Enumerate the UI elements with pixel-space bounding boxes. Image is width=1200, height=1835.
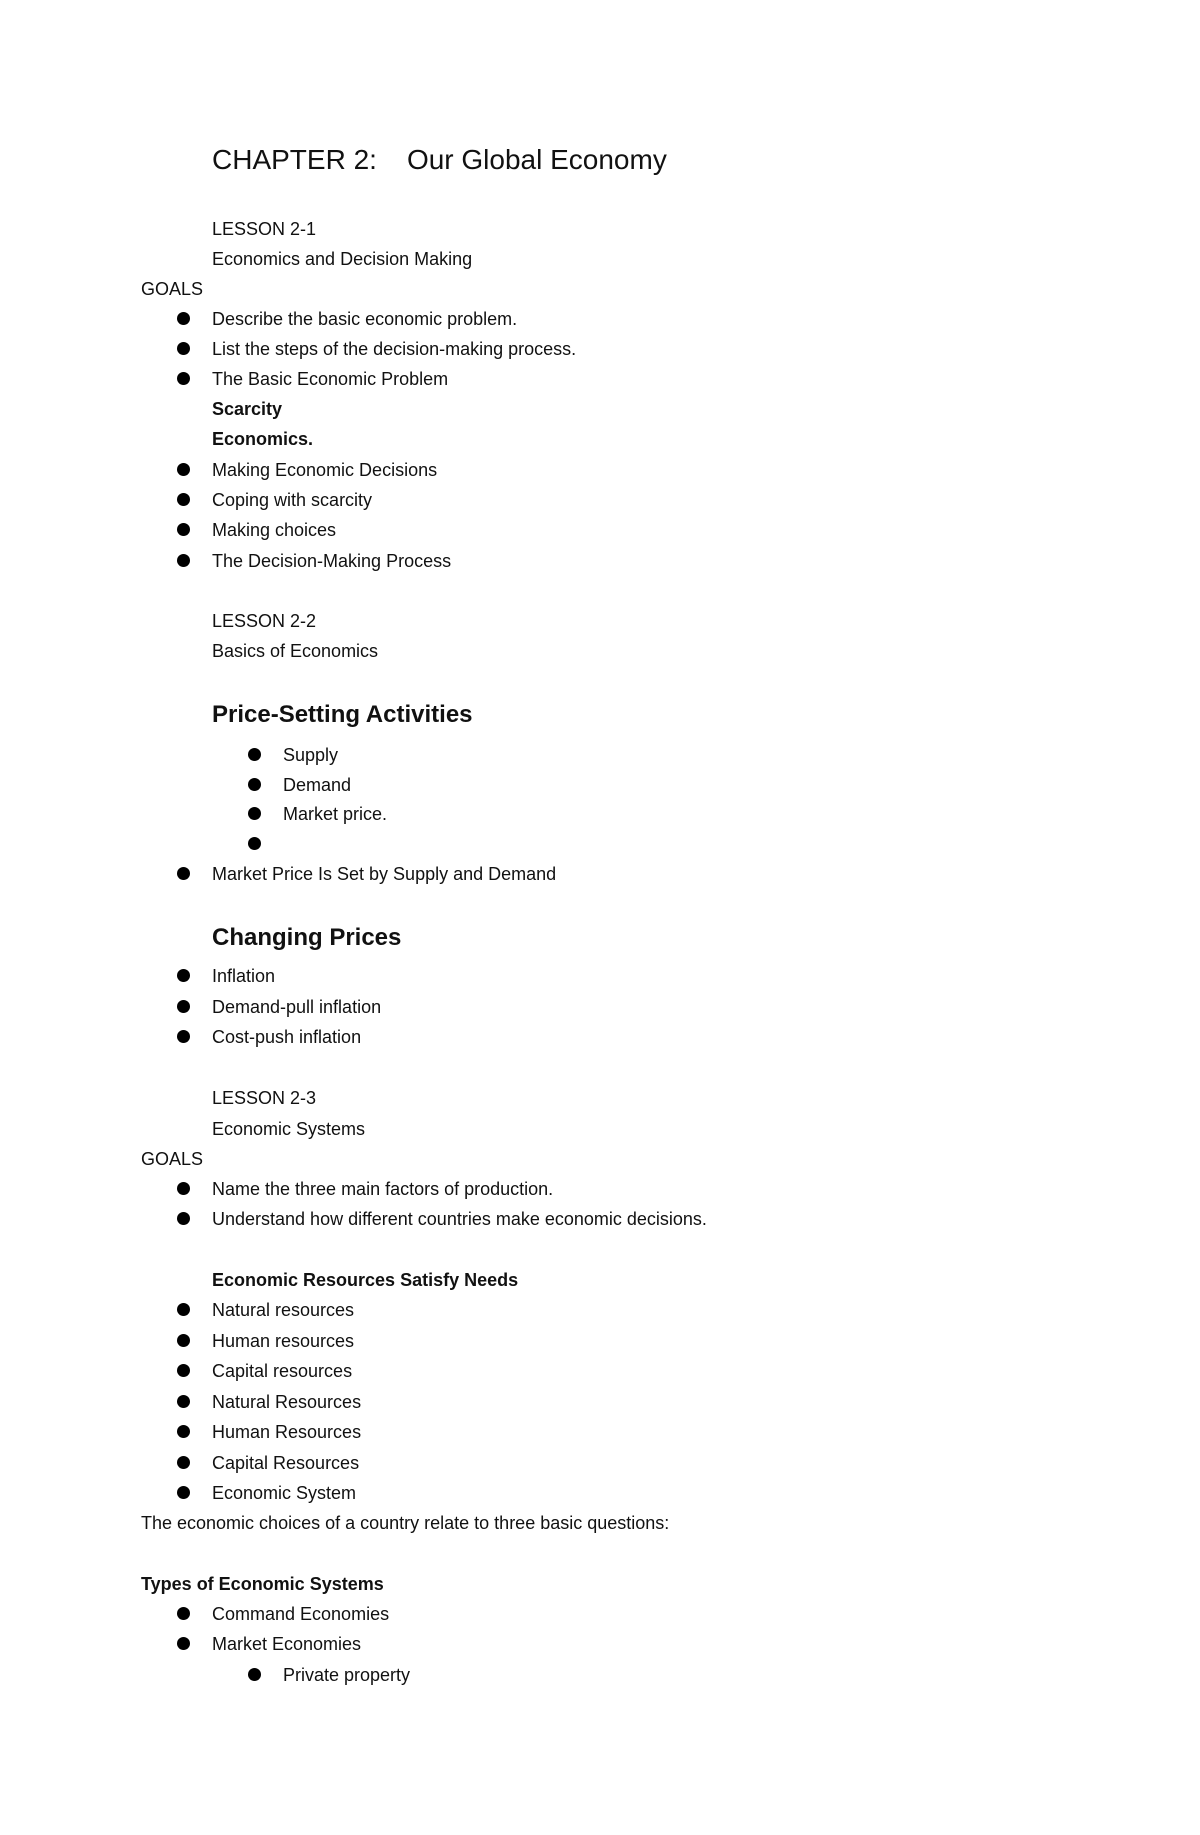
- goals-label: GOALS: [141, 279, 204, 299]
- list-item: Market Price Is Set by Supply and Demand: [212, 859, 556, 889]
- list-item: Making Economic Decisions: [212, 455, 437, 485]
- bullet-icon: [177, 1334, 190, 1347]
- list-item: Demand-pull inflation: [212, 992, 381, 1022]
- bullet-icon: [248, 807, 261, 820]
- bullet-icon: [177, 1364, 190, 1377]
- bullet-icon: [177, 523, 190, 536]
- bullet-icon: [177, 372, 190, 385]
- lesson-title: Economics and Decision Making: [212, 249, 473, 269]
- paragraph: The economic choices of a country relate to three basic questions:: [141, 1513, 670, 1533]
- resources-heading: Economic Resources Satisfy Needs: [212, 1270, 519, 1290]
- bullet-icon: [177, 1637, 190, 1650]
- bullet-icon: [177, 1425, 190, 1438]
- types-heading: Types of Economic Systems: [141, 1574, 384, 1594]
- list-item: Capital Resources: [212, 1448, 359, 1478]
- chapter-title: [212, 142, 667, 178]
- list-item: Natural resources: [212, 1295, 354, 1325]
- bullet-icon: [177, 1303, 190, 1316]
- section-heading: Changing Prices: [212, 924, 402, 951]
- list-item: Supply: [283, 740, 338, 770]
- lesson-title: Basics of Economics: [212, 641, 379, 661]
- bullet-icon: [177, 463, 190, 476]
- bullet-icon: [177, 1607, 190, 1620]
- list-item: Cost-push inflation: [212, 1022, 361, 1052]
- list-item: Describe the basic economic problem.: [212, 304, 517, 334]
- bullet-icon: [177, 1182, 190, 1195]
- bullet-icon: [248, 748, 261, 761]
- bullet-icon: [248, 1668, 261, 1681]
- bullet-icon: [248, 837, 261, 850]
- bullet-icon: [177, 1486, 190, 1499]
- list-item: Human Resources: [212, 1417, 361, 1447]
- list-item: The Basic Economic Problem: [212, 364, 448, 394]
- bullet-icon: [177, 969, 190, 982]
- lesson-title: Economic Systems: [212, 1119, 366, 1139]
- bullet-icon: [177, 554, 190, 567]
- list-item: Command Economies: [212, 1599, 389, 1629]
- bullet-icon: [177, 1030, 190, 1043]
- list-item: Economic System: [212, 1478, 356, 1508]
- list-item: Capital resources: [212, 1356, 352, 1386]
- list-item: Private property: [283, 1660, 410, 1690]
- chapter-name: Our Global Economy: [406, 144, 667, 175]
- term-economics: Economics.: [212, 429, 314, 449]
- list-item: Market price.: [283, 799, 387, 829]
- list-item: The Decision-Making Process: [212, 546, 451, 576]
- bullet-icon: [177, 493, 190, 506]
- lesson-label: LESSON 2-3: [212, 1088, 317, 1108]
- bullet-icon: [248, 778, 261, 791]
- bullet-icon: [177, 1395, 190, 1408]
- term-scarcity: Scarcity: [212, 399, 283, 419]
- list-item: Understand how different countries make economic decisions.: [212, 1204, 707, 1234]
- lesson-label: LESSON 2-1: [212, 219, 317, 239]
- list-item: Coping with scarcity: [212, 485, 372, 515]
- bullet-icon: [177, 1212, 190, 1225]
- goals-label: GOALS: [141, 1149, 204, 1169]
- lesson-label: LESSON 2-2: [212, 611, 317, 631]
- bullet-icon: [177, 342, 190, 355]
- section-heading: Price-Setting Activities: [212, 701, 473, 728]
- list-item: Name the three main factors of production.: [212, 1174, 553, 1204]
- list-item: Human resources: [212, 1326, 354, 1356]
- list-item: Market Economies: [212, 1629, 361, 1659]
- bullet-icon: [177, 312, 190, 325]
- bullet-icon: [177, 1000, 190, 1013]
- list-item: Inflation: [212, 961, 275, 991]
- list-item: Demand: [283, 770, 351, 800]
- chapter-prefix: CHAPTER 2:: [212, 144, 377, 175]
- list-item: Natural Resources: [212, 1387, 361, 1417]
- bullet-icon: [177, 867, 190, 880]
- list-item: Making choices: [212, 515, 336, 545]
- list-item: List the steps of the decision-making process.: [212, 334, 576, 364]
- bullet-icon: [177, 1456, 190, 1469]
